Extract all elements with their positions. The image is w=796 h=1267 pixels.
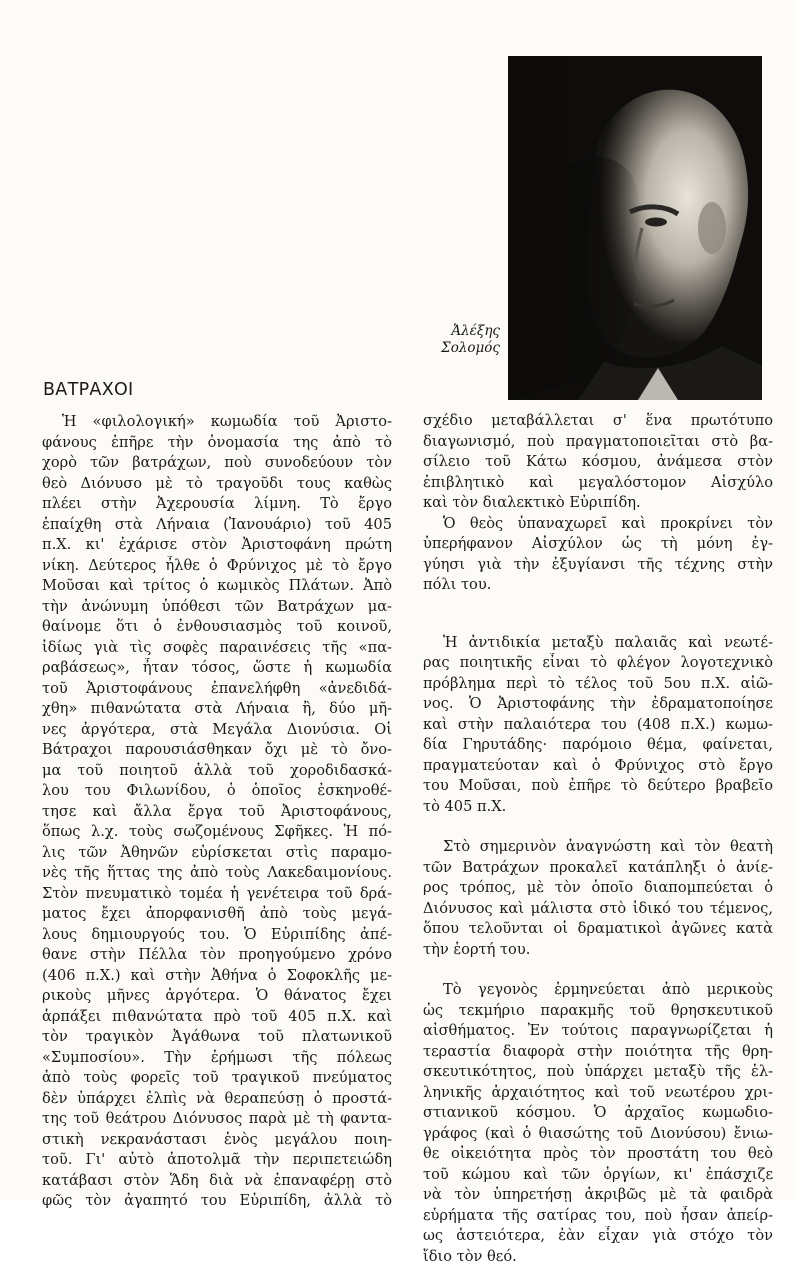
text-line: θεὸ Διόνυσο μὲ τὸ τραγοῦδι τους καθὼς [42, 474, 392, 495]
text-line: ὑπερήφανον Αἰσχύλον ὡς τὴ μόνη ἐγ- [423, 534, 773, 555]
text-line: «Συμποσίου». Τὴν ἐρήμωσι τῆς πόλεως [42, 1048, 392, 1069]
text-line: ματος ἔχει ἀπορφανισθῆ ἀπὸ τοὺς μεγά- [42, 904, 392, 925]
text-line: δὲν ὑπάρχει ἐλπὶς νὰ θεραπεύσῃ ὁ προστά- [42, 1089, 392, 1110]
text-line: Βάτραχοι παρουσιάσθηκαν ὄχι μὲ τὸ ὄνο- [42, 740, 392, 761]
right-column [423, 411, 773, 1267]
text-line: θανε στὴν Πέλλα τὸν προηγούμενο χρόνο [42, 945, 392, 966]
text-line: τοῦ. Γι' αὐτὸ ἀποτολμᾶ τὴν περιπετειώδη [42, 1150, 392, 1171]
caption-first-name: Ἀλέξης [405, 323, 500, 340]
text-line: λου του Φιλωνίδου, ὁ ὁποῖος ἐσκηνοθέ- [42, 781, 392, 802]
text-line: χορὸ τῶν βατράχων, ποὺ συνοδεύουν τὸν [42, 453, 392, 474]
text-line: τοῦ κώμου καὶ τῶν ὀργίων, κι' ἐπάσχιζε [423, 1165, 773, 1186]
text-line: λους δημιουργούς του. Ὁ Εὐριπίδης ἀπέ- [42, 925, 392, 946]
caption-last-name: Σολομός [405, 340, 500, 357]
text-line: διαγωνισμό, ποὺ πραγματοποιεῖται στὸ βα- [423, 432, 773, 453]
text-line: Μοῦσαι καὶ τρίτος ὁ κωμικὸς Πλάτων. Ἀπὸ [42, 576, 392, 597]
text-line: δία Γηρυτάδης· παρόμοιο θέμα, φαίνεται, [423, 735, 773, 756]
text-line: σκευτικότητος, ποὺ ὑπάρχει μεταξὺ τῆς ἑλ- [423, 1062, 773, 1083]
text-line: θε οἰκειότητα πρὸς τὸν προστάτη του θεὸ [423, 1144, 773, 1165]
section-title: ΒΑΤΡΑΧΟΙ [43, 380, 134, 400]
right-paragraph-3 [423, 633, 773, 818]
text-line: ἐπαίχθη στὰ Λήναια (Ἰανουάριο) τοῦ 405 [42, 515, 392, 536]
text-line: τὴν ἑορτή του. [423, 940, 773, 961]
text-line: ἴδιο τὸν θεό. [423, 1247, 773, 1267]
text-line: φάνους ἐπῆρε τὴν ὀνομασία της ἀπὸ τὸ [42, 433, 392, 454]
text-line: κατάβασι στὸν Ἅδη διὰ νὰ ἐπαναφέρῃ στὸ [42, 1171, 392, 1192]
right-paragraph-2 [423, 514, 773, 596]
text-line: θαίνομε ὅτι ὁ ἐνθουσιασμὸς τοῦ κοινοῦ, [42, 617, 392, 638]
text-line: γράφος (καὶ ὁ θιασώτης τοῦ Διονύσου) ἔνιω- [423, 1124, 773, 1145]
text-line: Ὁ θεὸς ὑπαναχωρεῖ καὶ προκρίνει τὸν [423, 514, 773, 535]
text-line: τῶν Βατράχων προκαλεῖ κατάπληξι ὁ ἀνίε- [423, 858, 773, 879]
text-line: του Μοῦσαι, ποὺ ἐπῆρε τὸ δεύτερο βραβεῖο [423, 776, 773, 797]
text-line: πλέει στὴν Ἀχερουσία λίμνη. Τὸ ἔργο [42, 494, 392, 515]
portrait-photo [508, 56, 762, 400]
photo-caption [405, 323, 500, 357]
right-paragraph-1 [423, 411, 773, 514]
right-paragraph-4 [423, 837, 773, 960]
text-line: στικὴ νεκρανάστασι ἑνὸς μεγάλου ποιη- [42, 1130, 392, 1151]
text-line: εὑρήματα τῆς σατίρας του, ποὺ ἦσαν ἀπείρ- [423, 1206, 773, 1227]
text-line: π.Χ. κι' ἐχάρισε στὸν Ἀριστοφάνη πρώτη [42, 535, 392, 556]
text-line: χθη» πιθανώτατα στὰ Λήναια ἢ, δύο μῆ- [42, 699, 392, 720]
text-line: πόλι του. [423, 575, 773, 596]
text-line: τὸν τραγικὸν Ἀγάθωνα τοῦ πλατωνικοῦ [42, 1027, 392, 1048]
text-line: Διόνυσος καὶ μάλιστα στὸ ἰδικό του τέμενος, [423, 899, 773, 920]
text-line: νὰ τὸν ὑπηρετήσῃ ἀκριβῶς μὲ τὰ φαιδρὰ [423, 1185, 773, 1206]
text-line: ἰδίως γιὰ τὶς σοφὲς παραινέσεις τῆς «πα- [42, 638, 392, 659]
text-line: γύησι γιὰ τὴν ἐξυγίανσι τῆς τέχνης στὴν [423, 555, 773, 576]
text-line: καὶ τὸν διαλεκτικὸ Εὐριπίδη. [423, 493, 773, 514]
text-line: Τὸ γεγονὸς ἑρμηνεύεται ἀπὸ μερικοὺς [423, 980, 773, 1001]
text-line: τὴν ἀνώνυμη ὑπόθεσι τῶν Βατράχων μα- [42, 597, 392, 618]
text-line: πρόβλημα περὶ τὸ τέλος τοῦ 5ου π.Χ. αἰῶ- [423, 674, 773, 695]
text-line: νος. Ὁ Ἀριστοφάνης τὴν ἐδραματοποίησε [423, 694, 773, 715]
text-line: τεραστία διαφορὰ στὴν ποιότητα τῆς θρη- [423, 1042, 773, 1063]
text-line: φῶς τὸν ἀγαπητό του Εὐριπίδη, ἀλλὰ τὸ [42, 1191, 392, 1212]
text-line: Στὸν πνευματικὸ τομέα ἡ γενέτειρα τοῦ δρά- [42, 884, 392, 905]
text-line: ρας ποιητικῆς εἶναι τὸ φλέγον λογοτεχνικὸ [423, 653, 773, 674]
paragraph-gap [423, 960, 773, 980]
left-column [42, 412, 392, 1212]
paragraph-gap [423, 817, 773, 837]
text-line: στιανικοῦ κόσμου. Ὁ ἀρχαῖος κωμωδιο- [423, 1103, 773, 1124]
text-line: πραγματεύοταν καὶ ὁ Φρύνιχος στὸ ἔργο [423, 756, 773, 777]
text-line: (406 π.Χ.) καὶ στὴν Ἀθήνα ὁ Σοφοκλῆς με- [42, 966, 392, 987]
text-line: νίκη. Δεύτερος ἦλθε ὁ Φρύνιχος μὲ τὸ ἔργο [42, 556, 392, 577]
portrait-image [508, 56, 762, 400]
text-line: ἁρπάξει πιθανώτατα πρὸ τοῦ 405 π.Χ. καὶ [42, 1007, 392, 1028]
text-line: ὅπου τελοῦνται οἱ δραματικοὶ ἀγῶνες κατὰ [423, 919, 773, 940]
text-line: λις τῶν Ἀθηνῶν εὑρίσκεται στὶς παραμο- [42, 843, 392, 864]
text-line: ραβάσεως», ἦταν τόσος, ὥστε ἡ κωμωδία [42, 658, 392, 679]
text-line: της τοῦ θεάτρου Διόνυσος παρὰ μὲ τὴ φαντα- [42, 1109, 392, 1130]
left-paragraph [42, 412, 392, 1212]
text-line: νες ἀργότερα, στὰ Μεγάλα Διονύσια. Οἱ [42, 720, 392, 741]
text-line: ἀπὸ τοὺς φορεῖς τοῦ τραγικοῦ πνεύματος [42, 1068, 392, 1089]
text-line: νὲς τῆς ἥττας της ἀπὸ τοὺς Λακεδαιμονίους. [42, 863, 392, 884]
text-line: σχέδιο μεταβάλλεται σ' ἕνα πρωτότυπο [423, 411, 773, 432]
text-line: ληνικῆς ἀρχαιότητος καὶ τοῦ νεωτέρου χρι- [423, 1083, 773, 1104]
text-line: Ἡ ἀντιδικία μεταξὺ παλαιᾶς καὶ νεωτέ- [423, 633, 773, 654]
text-line: ὅπως λ.χ. τοὺς σωζομένους Σφῆκες. Ἡ πό- [42, 822, 392, 843]
paragraph-gap [423, 596, 773, 633]
text-line: αἰσθήματος. Ἐν τούτοις παραγνωρίζεται ἡ [423, 1021, 773, 1042]
text-line: Ἡ «φιλολογική» κωμωδία τοῦ Ἀριστο- [42, 412, 392, 433]
text-line: ρικοὺς μῆνες ἀργότερα. Ὁ θάνατος ἔχει [42, 986, 392, 1007]
text-line: μα τοῦ ποιητοῦ ἀλλὰ τοῦ χοροδιδασκά- [42, 761, 392, 782]
text-line: τὸ 405 π.Χ. [423, 797, 773, 818]
text-line: τοῦ Ἀριστοφάνους ἐπανελήφθη «ἀνεδιδά- [42, 679, 392, 700]
right-paragraph-5 [423, 980, 773, 1267]
text-line: καὶ στὴν παλαιότερα του (408 π.Χ.) κωμω- [423, 715, 773, 736]
text-line: τησε καὶ ἄλλα ἔργα τοῦ Ἀριστοφάνους, [42, 802, 392, 823]
text-line: ὡς τεκμήριο παρακμῆς τοῦ θρησκευτικοῦ [423, 1001, 773, 1022]
text-line: ἐπιβλητικὸ καὶ μεγαλόστομον Αἰσχύλο [423, 473, 773, 494]
text-line: σίλειο τοῦ Κάτω κόσμου, ἀνάμεσα στὸν [423, 452, 773, 473]
text-line: ρος τρόπος, μὲ τὸν ὁποῖο διαπομπεύεται ὁ [423, 878, 773, 899]
text-line: Στὸ σημερινὸν ἀναγνώστη καὶ τὸν θεατὴ [423, 837, 773, 858]
text-line: ως ἀστειότερα, ἐὰν εἶχαν γιὰ στόχο τὸν [423, 1226, 773, 1247]
